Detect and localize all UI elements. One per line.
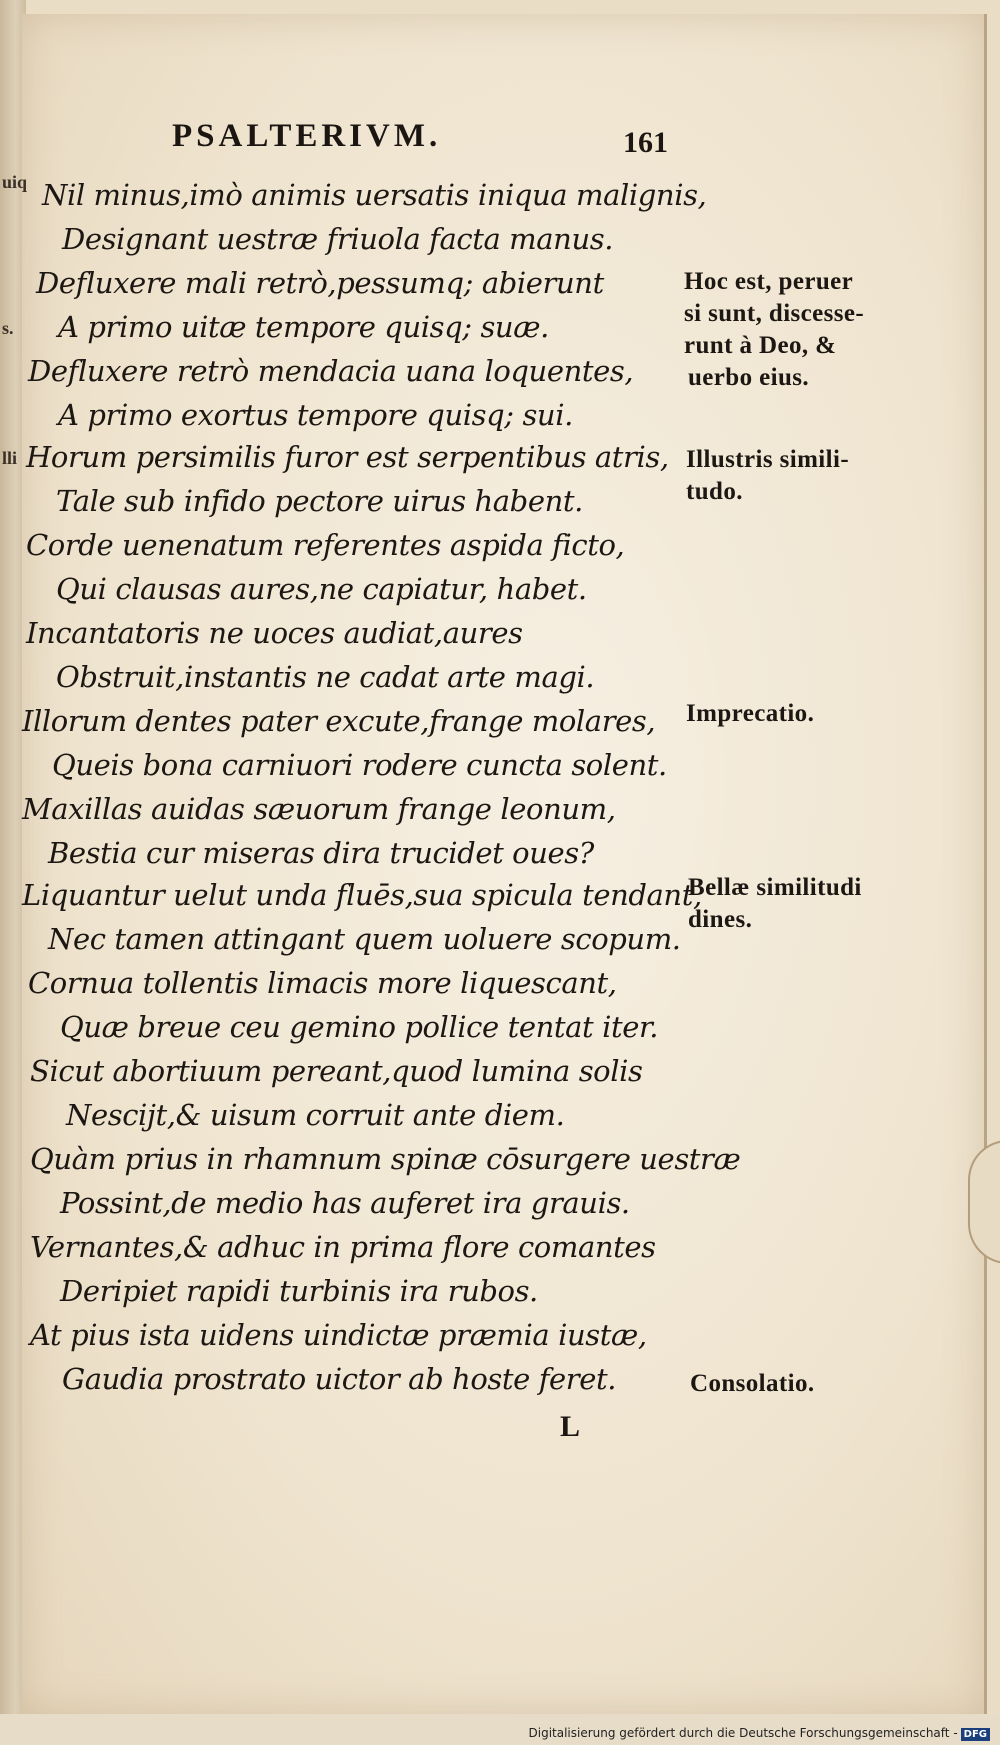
marginal-gloss-line: dines. [688, 906, 753, 933]
verse-line: Deripiet rapidi turbinis ira rubos. [60, 1274, 538, 1308]
verse-line: Nec tamen attingant quem uoluere scopum. [48, 922, 681, 956]
margin-fragment: lli [2, 448, 18, 468]
verse-line: Quàm prius in rhamnum spinæ cōsurgere uestræ [30, 1142, 741, 1176]
marginal-gloss-line: tudo. [686, 478, 743, 505]
margin-fragment: uiq [2, 172, 28, 192]
marginal-gloss-line: si sunt, discesse- [684, 300, 865, 327]
verse-line: A primo exortus tempore quisq; sui. [58, 398, 573, 432]
verse-line: Gaudia prostrato uictor ab hoste feret. [62, 1362, 617, 1396]
running-head: PSALTERIVM. [172, 118, 442, 154]
verse-line: Defluxere mali retrò,pessumq; abierunt [36, 266, 604, 300]
marginal-gloss-line: uerbo eius. [688, 364, 810, 391]
verse-line: Defluxere retrò mendacia uana loquentes, [28, 354, 634, 388]
verse-line: Illorum dentes pater excute,frange molares, [22, 704, 656, 738]
page-number: 161 [623, 126, 668, 159]
digitization-credit [529, 1726, 991, 1741]
verse-line: Tale sub infido pectore uirus habent. [56, 484, 583, 518]
verse-line: Designant uestræ friuola facta manus. [62, 222, 614, 256]
digitization-credit-text: Digitalisierung gefördert durch die Deutsche Forschungsgemeinschaft - [528, 1726, 958, 1740]
verse-line: Maxillas auidas sæuorum frange leonum, [22, 792, 616, 826]
verse-line: Sicut abortiuum pereant,quod lumina solis [30, 1054, 643, 1088]
verse-line: At pius ista uidens uindictæ præmia iustæ, [30, 1318, 647, 1352]
marginal-gloss-line: Bellæ similitudi [688, 874, 862, 901]
verse-line: Queis bona carniuori rodere cuncta solent. [52, 748, 667, 782]
signature-mark: L [560, 1410, 581, 1443]
marginal-gloss-line: Illustris simili- [686, 446, 850, 473]
marginal-gloss-line: Imprecatio. [686, 700, 815, 727]
margin-fragment: s. [2, 318, 14, 338]
verse-line: Obstruit,instantis ne cadat arte magi. [56, 660, 595, 694]
verse-line: Bestia cur miseras dira trucidet oues? [48, 836, 594, 870]
verse-line: Vernantes,& adhuc in prima flore comantes [30, 1230, 656, 1264]
verse-line: Cornua tollentis limacis more liquescant, [28, 966, 617, 1000]
verse-line: Quæ breue ceu gemino pollice tentat iter. [60, 1010, 659, 1044]
marginal-gloss-line: Consolatio. [690, 1370, 815, 1397]
verse-line: Possint,de medio has auferet ira grauis. [60, 1186, 630, 1220]
marginal-gloss-line: Hoc est, peruer [684, 268, 854, 295]
verse-line: Liquantur uelut unda fluēs,sua spicula tendant, [22, 878, 702, 912]
dfg-logo: DFG [961, 1728, 990, 1741]
verse-line: Corde uenenatum referentes aspida ficto, [26, 528, 625, 562]
verse-line: Nescijt,& uisum corruit ante diem. [66, 1098, 565, 1132]
verse-line: Horum persimilis furor est serpentibus atris, [26, 440, 669, 474]
verse-line: Qui clausas aures,ne capiatur, habet. [56, 572, 587, 606]
marginal-gloss-line: runt à Deo, & [684, 332, 837, 359]
verse-line: A primo uitæ tempore quisq; suæ. [58, 310, 549, 344]
verse-line: Nil minus,imò animis uersatis iniqua malignis, [42, 178, 707, 212]
verse-line: Incantatoris ne uoces audiat,aures [26, 616, 523, 650]
